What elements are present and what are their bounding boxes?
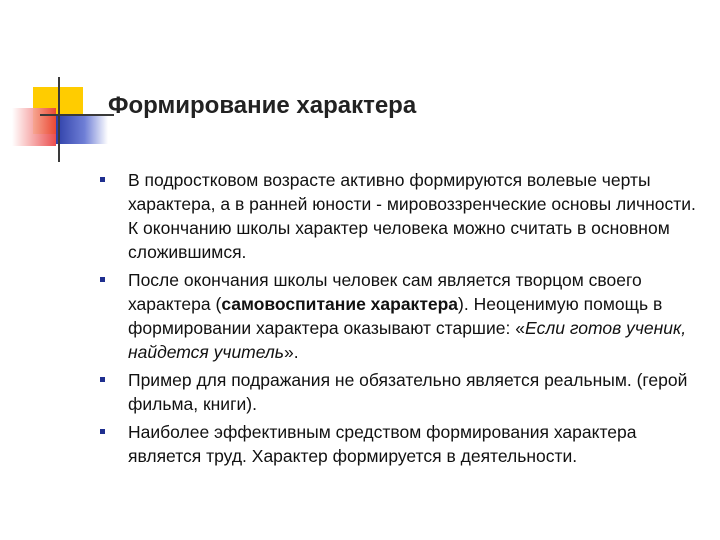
- bullet-text-3: Пример для подражания не обязательно является реальным. (герой фильма, книги).: [128, 370, 688, 414]
- slide-title: Формирование характера: [108, 92, 417, 119]
- ornament-horizontal-line: [40, 114, 114, 116]
- bullet-text-2-quote: Если готов ученик, найдется учитель: [128, 318, 687, 362]
- ornament-vertical-line: [58, 77, 60, 162]
- bullet-text-2-after: ».: [284, 342, 299, 362]
- bullet-square-icon: [100, 377, 105, 382]
- bullet-item-2: [100, 268, 700, 364]
- bullet-text-2-before: После окончания школы человек сам является творцом своего характера (: [128, 270, 642, 314]
- title-ornament: [0, 0, 140, 170]
- ornament-blue-gradient: [56, 116, 108, 144]
- bullet-square-icon: [100, 429, 105, 434]
- bullet-list: [100, 168, 700, 472]
- bullet-text-1: В подростковом возрасте активно формируются волевые черты характера, а в ранней юности - мировоззренческие основы личности. К окончанию школы характер человека можно считать в основном сложившимся.: [128, 170, 696, 262]
- bullet-text-2-middle: ). Неоценимую помощь в формировании характера оказывают старшие: «: [128, 294, 663, 338]
- bullet-item-3: [100, 368, 700, 416]
- bullet-text-2-bold: самовоспитание характера: [221, 294, 459, 314]
- bullet-text-4: Наиболее эффективным средством формирования характера является труд. Характер формируется в деятельности.: [128, 422, 637, 466]
- bullet-square-icon: [100, 177, 105, 182]
- bullet-item-1: [100, 168, 700, 264]
- bullet-item-4: [100, 420, 700, 468]
- bullet-square-icon: [100, 277, 105, 282]
